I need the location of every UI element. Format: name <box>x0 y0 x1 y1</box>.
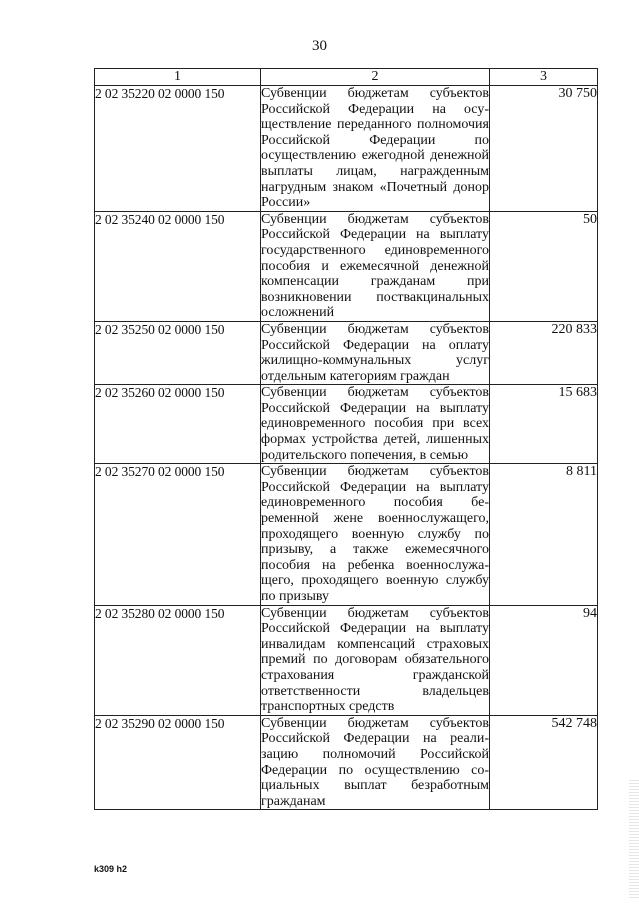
scan-edge-artifact <box>629 780 639 900</box>
budget-code: 2 02 35260 02 0000 150 <box>95 385 261 464</box>
table-row <box>95 385 598 464</box>
budget-description: Субвенции бюджетам субъектов Российской Федерации на выплату государственного единовременного пособия и ежемесячной денежной компенсации гражданам при возникновении поствакцинальных осложнений <box>261 211 489 321</box>
budget-amount: 30 750 <box>490 86 598 212</box>
table-row <box>95 605 598 715</box>
table-row <box>95 464 598 605</box>
budget-amount: 220 833 <box>490 321 598 384</box>
table-row <box>95 321 598 384</box>
table-row <box>95 715 598 810</box>
budget-amount: 8 811 <box>490 464 598 605</box>
page-number: 30 <box>312 38 327 54</box>
budget-description: Субвенции бюджетам субъектов Российской Федерации на осуществление переданного полномочия Российской Федерации по осуществлению ежегодной денежной выплаты лицам, награжденным нагрудным знаком «Почетный донор России» <box>261 86 489 211</box>
budget-amount: 50 <box>490 211 598 321</box>
table-row <box>95 211 598 321</box>
budget-description: Субвенции бюджетам субъектов Российской Федерации на выплату единовременного пособия при всех формах устройства детей, лишенных родительского попечения, в семью <box>261 385 489 463</box>
budget-description: Субвенции бюджетам субъектов Российской Федерации на выплату единовременного пособия беременной жене военнослужащего, проходящего военную службу по призыву, а также ежемесячного пособия на ребенка военнослужащего, проходящего военную службу по призыву <box>261 464 489 604</box>
budget-code: 2 02 35270 02 0000 150 <box>95 464 261 605</box>
budget-amount: 15 683 <box>490 385 598 464</box>
budget-code: 2 02 35220 02 0000 150 <box>95 86 261 212</box>
budget-description: Субвенции бюджетам субъектов Российской Федерации на реализацию полномочий Российской Федерации по осуществлению социальных выплат безработным гражданам <box>261 715 489 809</box>
column-header-2: 2 <box>261 69 490 86</box>
budget-code: 2 02 35280 02 0000 150 <box>95 605 261 715</box>
footer-document-code: k309 h2 <box>94 864 128 874</box>
budget-description: Субвенции бюджетам субъектов Российской Федерации на выплату инвалидам компенсаций страховых премий по договорам обязательного страхования гражданской ответственности владельцев транспортных средств <box>261 605 489 715</box>
column-header-3: 3 <box>490 69 598 86</box>
budget-amount: 542 748 <box>490 715 598 810</box>
budget-code: 2 02 35250 02 0000 150 <box>95 321 261 384</box>
budget-code: 2 02 35240 02 0000 150 <box>95 211 261 321</box>
column-header-1: 1 <box>95 69 261 86</box>
budget-description: Субвенции бюджетам субъектов Российской Федерации на оплату жилищно-коммунальных услуг отдельным категориям граждан <box>261 321 489 384</box>
budget-table <box>94 68 598 810</box>
table-row <box>95 86 598 212</box>
table-header-row <box>95 69 598 86</box>
budget-amount: 94 <box>490 605 598 715</box>
budget-code: 2 02 35290 02 0000 150 <box>95 715 261 810</box>
